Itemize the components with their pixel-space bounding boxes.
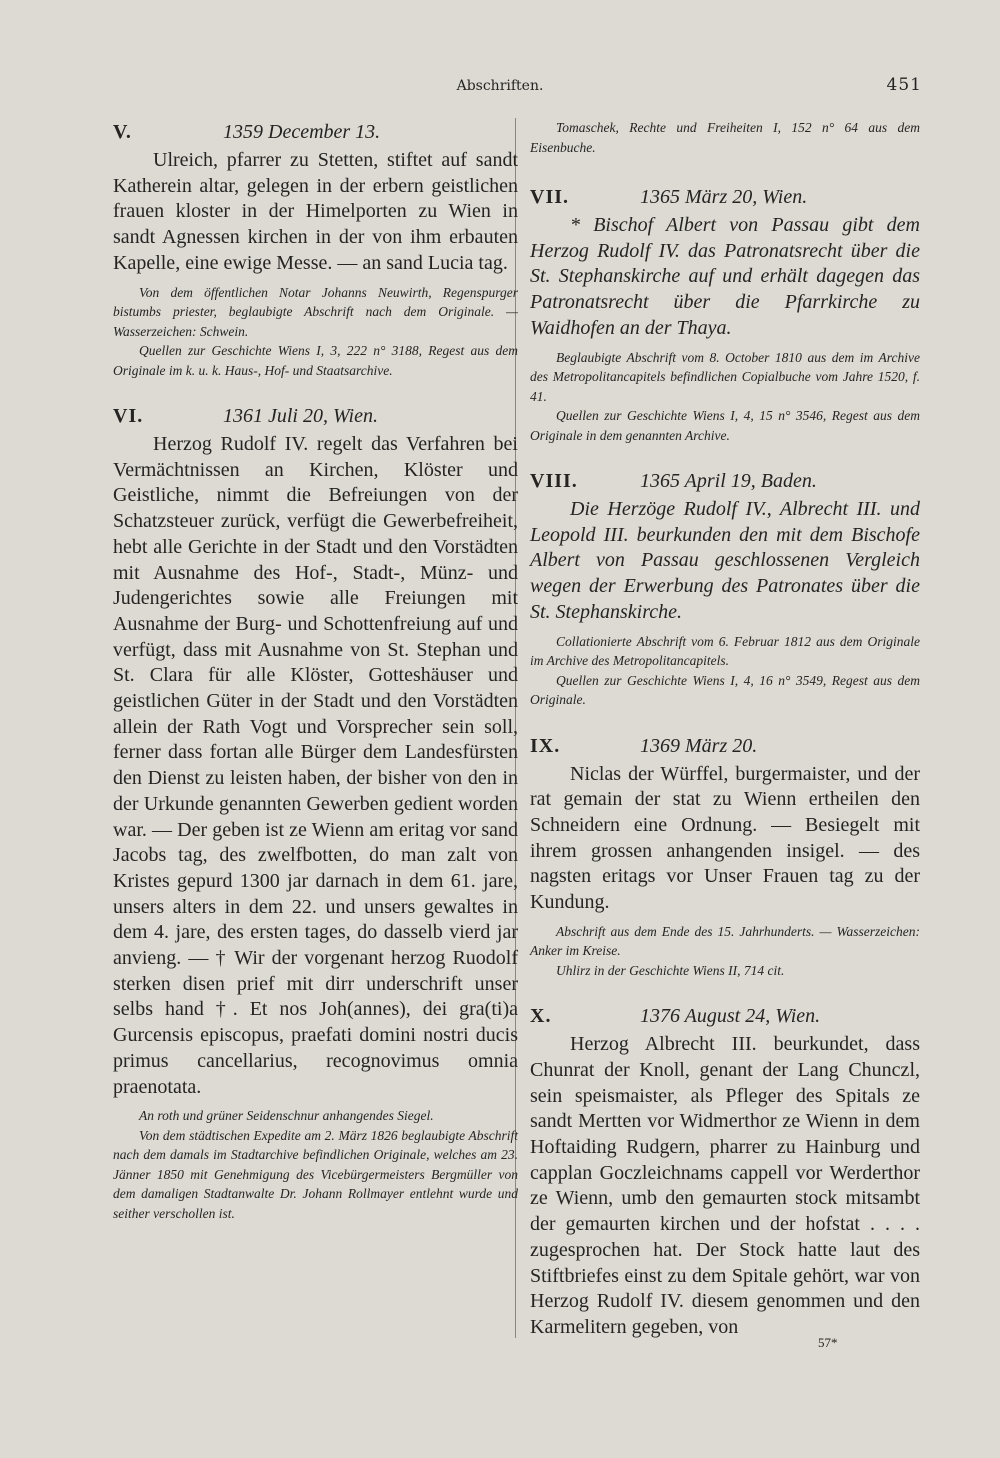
entry-ix <box>530 732 920 981</box>
running-head <box>0 75 1000 95</box>
running-title: Abschriften. <box>456 78 544 94</box>
entry-body: Die Herzöge Rudolf IV., Albrecht III. und Leopold III. beurkunden den mit dem Bischofe Albert von Passau geschlossenen Vergleich wegen der Erwerbung des Patronates über die St. Stephanskirche. <box>530 498 920 623</box>
signature-mark: 57* <box>818 1335 838 1350</box>
entry-date: 1365 April 19, Baden. <box>640 470 817 493</box>
entry-date: 1376 August 24, Wien. <box>640 1005 821 1028</box>
entry-body: Ulreich, pfarrer zu Stetten, stiftet auf sandt Katherein altar, gelegen in der erbern geistlichen frauen kloster in der Himelporten zu Wien in sandt Agnessen kirchen in der von ihm erbauten Kapelle, eine ewige Messe. — an sand Lucia tag. <box>113 149 518 274</box>
entry-note: Quellen zur Geschichte Wiens I, 4, 15 n° 3546, Regest aus dem Originale in dem genannten Archive. <box>530 408 920 443</box>
entry-note: Von dem öffentlichen Notar Johanns Neuwirth, Regenspurger bistumbs priester, beglaubigte Abschrift nach dem Originale. — Wasserzeichen: Schwein. <box>113 284 518 339</box>
entry-body: Herzog Albrecht III. beurkundet, dass Chunrat der Knoll, genant der Lang Chunczl, sein speismaister, als Pfleger des Spitals ze sandt Mertten vor Widmerthor ze Wienn in dem Hoftaiding Rudgern, pharrer zu Hainburg und capplan Goczleichnams cappell vor Werderthor ze Wienn, umb den gemaurten stock mitsambt der gemaurten kirchen und der hofstat . . . . zugesprochen hat. Der Stock hatte laut des Stiftbriefes einst zu dem Spitale gehört, war von Herzog Rudolf IV. diesem genommen und den Karmelitern gegeben, von <box>530 1033 920 1338</box>
right-column <box>530 118 920 1355</box>
entry-number: VII. <box>530 186 570 208</box>
entry-note: An roth und grüner Seidenschnur anhangendes Siegel. <box>139 1108 434 1124</box>
entry-vii <box>530 183 920 445</box>
entry-date: 1365 März 20, Wien. <box>640 186 808 208</box>
entry-note: Abschrift aus dem Ende des 15. Jahrhunderts. — Wasserzeichen: Anker im Kreise. <box>530 923 920 959</box>
entry-number: IX. <box>530 734 561 757</box>
entry-number: VI. <box>113 405 144 428</box>
entry-number: V. <box>113 121 132 143</box>
entry-viii <box>530 467 920 710</box>
entry-vi <box>113 402 518 1223</box>
entry-number: X. <box>530 1005 552 1028</box>
entry-note: Collationierte Abschrift vom 6. Februar 1812 aus dem Originale im Archive des Metropolitancapitels. <box>530 633 920 669</box>
continuation-note: Tomaschek, Rechte und Freiheiten I, 152 n° 64 aus dem Eisenbuche. <box>530 120 920 155</box>
entry-x <box>530 1002 920 1340</box>
entry-note: Quellen zur Geschichte Wiens I, 4, 16 n° 3549, Regest aus dem Originale. <box>530 672 920 708</box>
entry-note: Quellen zur Geschichte Wiens I, 3, 222 n° 3188, Regest aus dem Originale im k. u. k. Haus-, Hof- und Staatsarchive. <box>113 343 518 378</box>
entry-note: Beglaubigte Abschrift vom 8. October 1810 aus dem im Archive des Metropolitancapitels befindlichen Copialbuche vom Jahre 1520, f. 41. <box>530 349 920 404</box>
entry-date: 1359 December 13. <box>223 121 381 143</box>
entry-note: Von dem städtischen Expedite am 2. März 1826 beglaubigte Abschrift nach dem damals im Stadtarchive befindlichen Originale, welches am 23. Jänner 1850 mit Genehmigung des Vicebürgermeisters Bergmüller von dem damaligen Stadtanwalte Dr. Johann Rollmayer entlehnt wurde und seither verschollen ist. <box>113 1127 518 1221</box>
entry-body: Herzog Rudolf IV. regelt das Verfahren bei Vermächtnissen an Kirchen, Klöster und Geistliche, nimmt die Befreiungen von der Schatzsteuer zurück, verfügt die Gewerbefreiheit, hebt alle Gerichte in der Stadt und den Vorstädten mit Ausnahme des Hof-, Stadt-, Münz- und Judengerichtes sowie alle Freiungen mit Ausnahme der Burg- und Schottenfreiung auf und verfügt, dass mit Ausnahme von St. Stephan und St. Clara für alle Klöster, Gotteshäuser und geistlichen Güter in der Stadt und den Vorstädten allein der Rath Vogt und Vorsprecher sein soll, ferner dass fortan alle Bürger dem Landesfürsten den Dienst zu leisten haben, der bisher von den in der Urkunde genannten Gewerben gedient worden war. — Der geben ist ze Wienn am eritag vor sand Jacobs tag, des zwelfbotten, do man zalt von Kristes gepurd 1300 jar darnach in dem 61. jare, unsers alters in dem 22. und unsers gewaltes in dem 4. jare, des ersten tages, do dasselb vierd jar anvieng. — † Wir der vorgenant herzog Ruodolf sterken disen prief mit dirr underschrift unser selbs hand †. Et nos Joh(annes), dei gra(ti)a Gurcensis episcopus, praefati domini nostri ducis primus cancellarius, recognovimus omnia praenotata. <box>113 433 518 1098</box>
entry-date: 1361 Juli 20, Wien. <box>223 405 378 428</box>
entry-date: 1369 März 20. <box>640 734 758 757</box>
entry-body: * Bischof Albert von Passau gibt dem Herzog Rudolf IV. das Patronatsrecht über die St. Stephanskirche auf und erhält dagegen das Patronatsrecht über die Pfarrkirche zu Waidhofen an der Thaya. <box>530 214 920 339</box>
entry-body: Niclas der Würffel, burgermaister, und der rat gemain der stat zu Wienn ertheilen den Schneidern eine Ordnung. — Besiegelt mit ihrem grossen anhangenden insigel. — des nagsten eritags vor Unser Frauen tag zu der Kundung. <box>530 762 920 914</box>
entry-note: Uhlirz in der Geschichte Wiens II, 714 cit. <box>556 962 785 978</box>
entry-number: VIII. <box>530 470 578 493</box>
entry-v <box>113 118 518 380</box>
page-number: 451 <box>886 75 922 95</box>
left-column <box>113 118 518 1237</box>
